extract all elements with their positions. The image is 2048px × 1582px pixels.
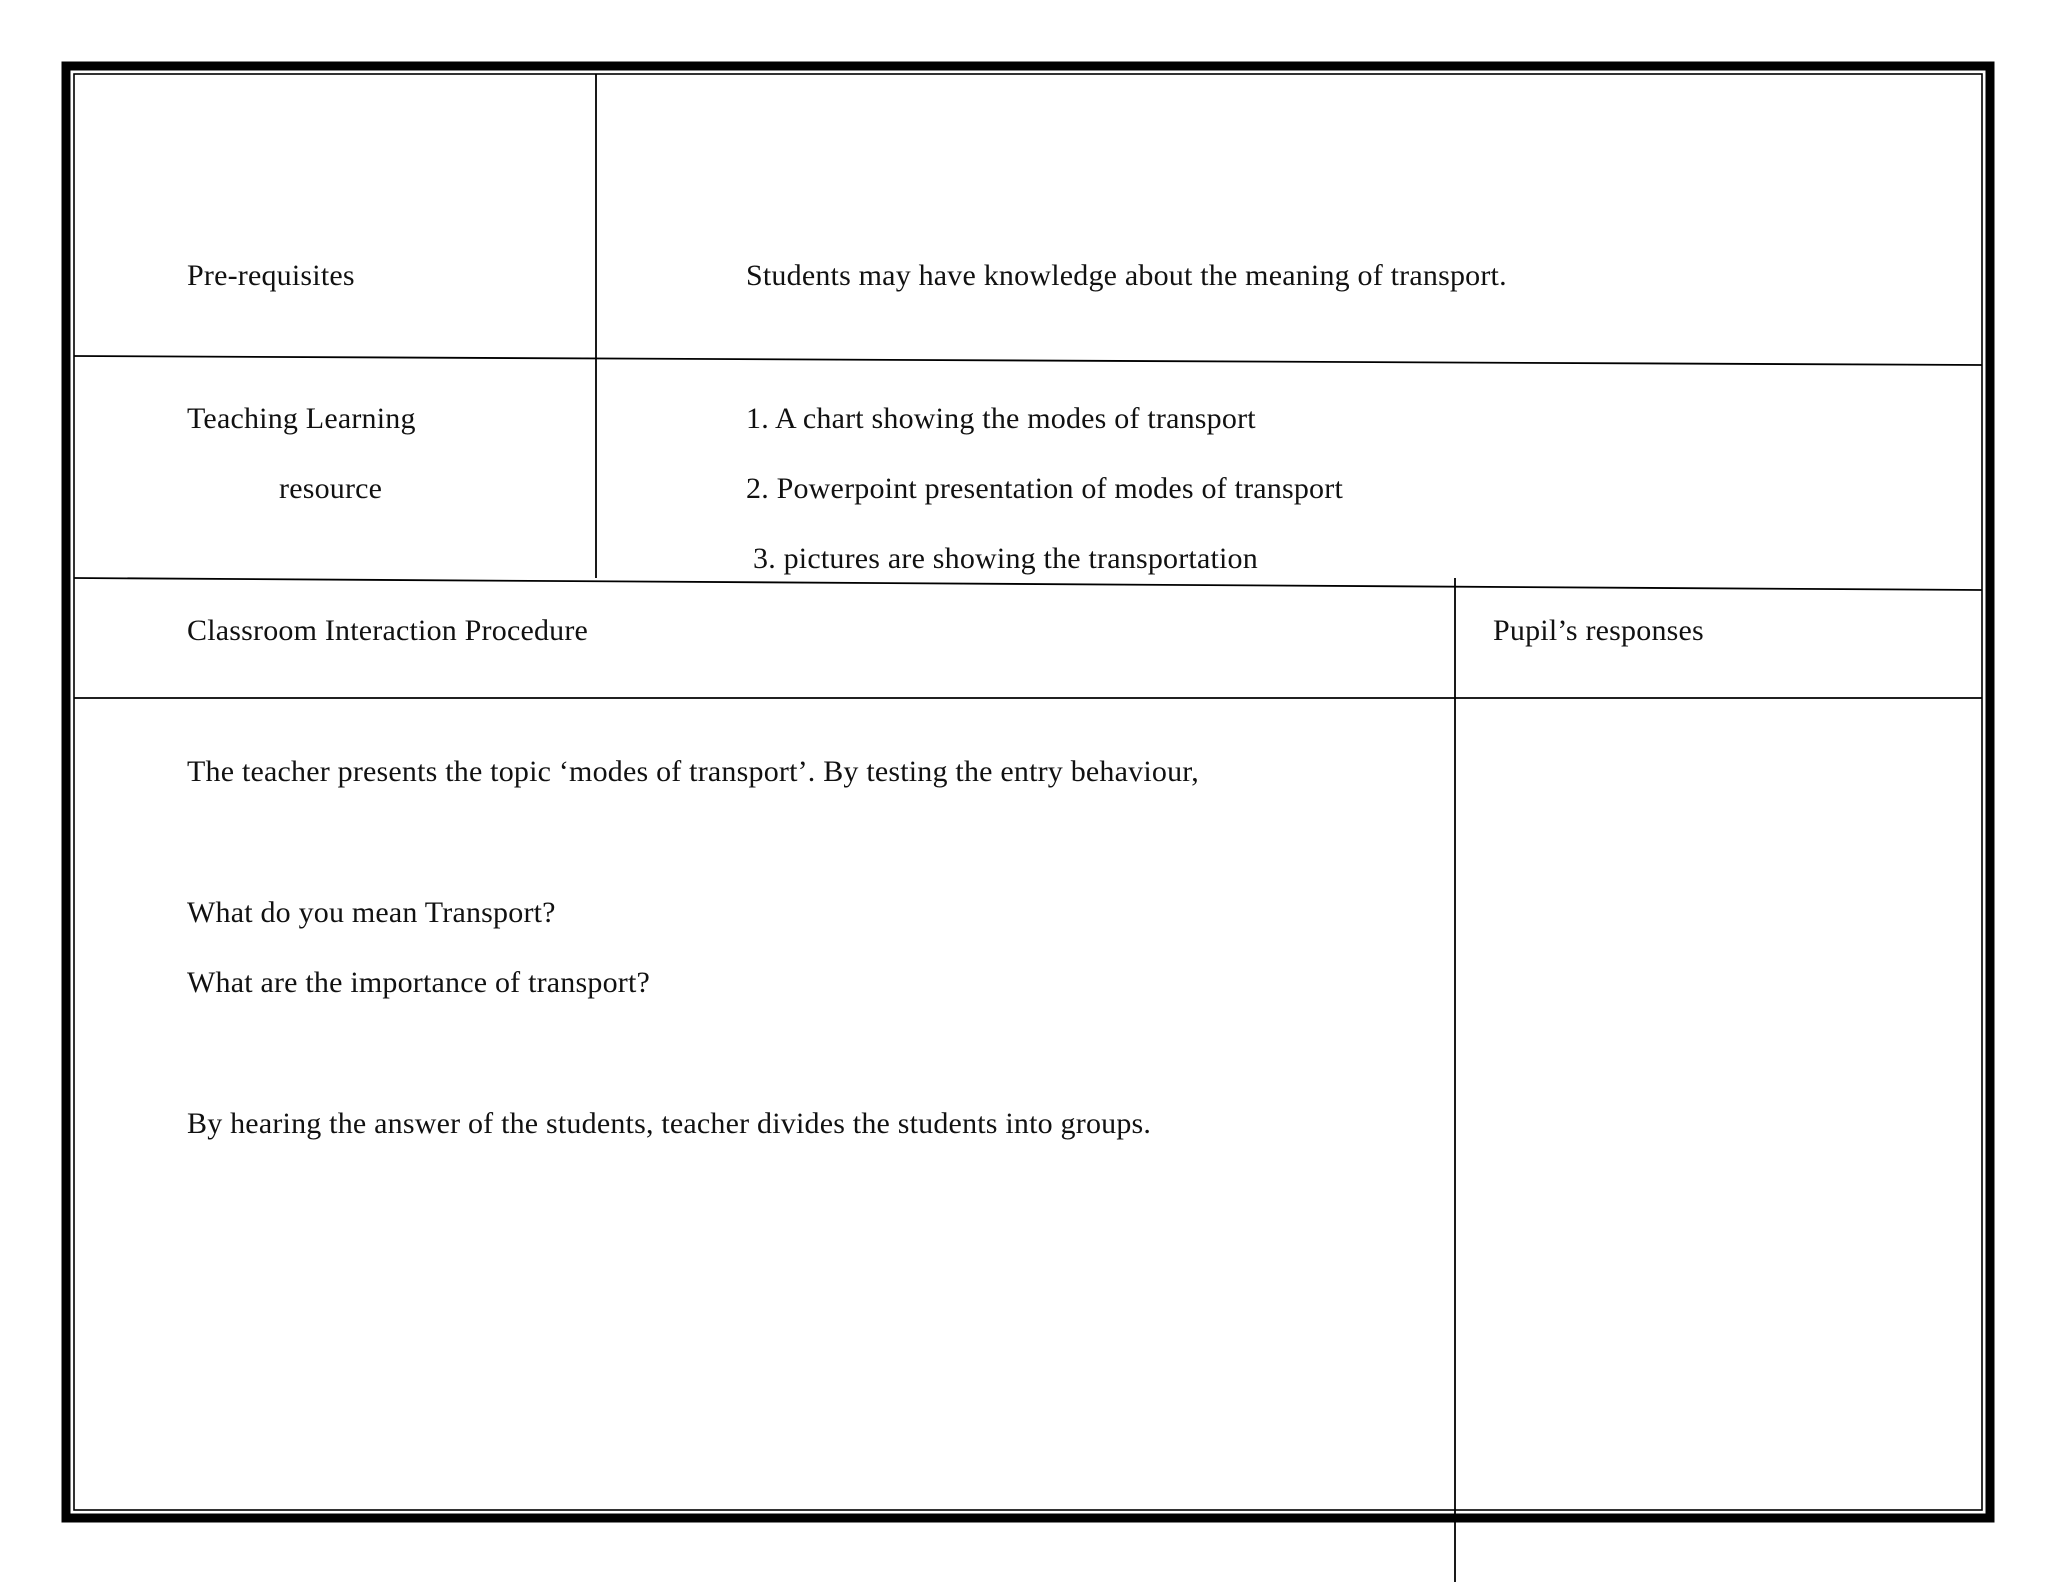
prerequisites-content: Students may have knowledge about the meaning of transport. (746, 259, 1507, 292)
prerequisites-label: Pre-requisites (187, 259, 355, 292)
row-divider-1 (74, 356, 1982, 365)
procedure-heading: Classroom Interaction Procedure (187, 614, 589, 647)
procedure-intro: The teacher presents the topic ‘modes of transport’. By testing the entry behaviour, (187, 755, 1199, 788)
resource-item-2: 2. Powerpoint presentation of modes of transport (746, 472, 1343, 505)
procedure-question-1: What do you mean Transport? (187, 896, 556, 929)
procedure-conclusion: By hearing the answer of the students, teacher divides the students into groups. (187, 1107, 1152, 1140)
procedure-question-2: What are the importance of transport? (187, 966, 651, 999)
resource-item-3: 3. pictures are showing the transportation (753, 542, 1258, 575)
resource-item-1: 1. A chart showing the modes of transport (746, 402, 1256, 435)
responses-heading: Pupil’s responses (1493, 614, 1704, 647)
resources-label-line2: resource (279, 472, 383, 505)
resources-label-line1: Teaching Learning (187, 402, 416, 435)
row-divider-2 (74, 578, 1982, 590)
